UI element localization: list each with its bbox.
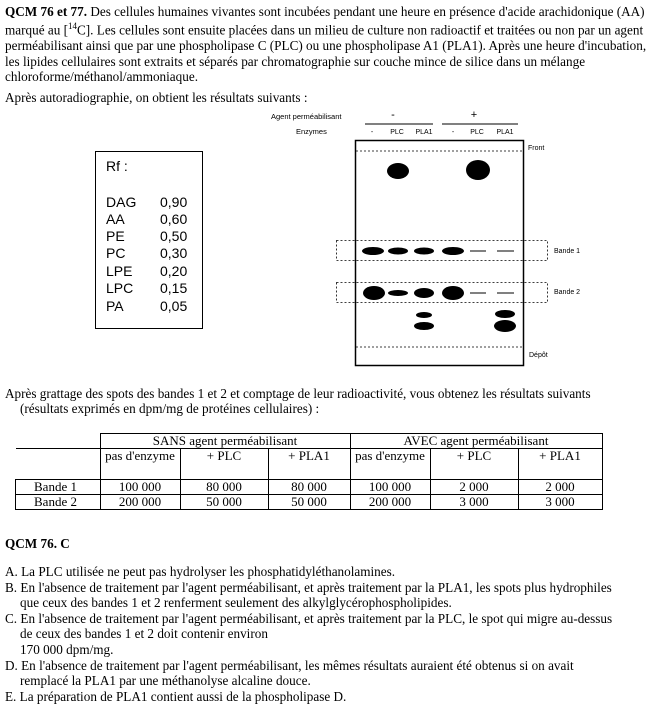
rf-lipid: LPC bbox=[106, 280, 134, 296]
subheader-cell: pas d'enzyme bbox=[350, 449, 430, 480]
rf-value: 0,20 bbox=[160, 263, 188, 279]
table-cell: 3 000 bbox=[518, 495, 602, 510]
subheader-cell: + PLA1 bbox=[518, 449, 602, 480]
lane-label: PLA1 bbox=[415, 129, 433, 136]
table-row bbox=[16, 480, 603, 495]
answer-letter: B. bbox=[5, 579, 18, 595]
rf-value: 0,30 bbox=[160, 245, 188, 261]
band2-spot bbox=[363, 286, 385, 300]
rf-value: 0,50 bbox=[160, 228, 188, 244]
row-label: Bande 2 bbox=[16, 495, 101, 510]
lane-label: - bbox=[370, 129, 374, 136]
table-cell: 80 000 bbox=[268, 480, 350, 495]
table-cell: 200 000 bbox=[100, 495, 180, 510]
rf-value: 0,60 bbox=[160, 211, 188, 227]
table-corner bbox=[16, 449, 101, 480]
rf-lipid: PE bbox=[106, 228, 125, 244]
band2-label: Bande 2 bbox=[554, 289, 581, 296]
table-cell: 100 000 bbox=[100, 480, 180, 495]
table-row bbox=[16, 495, 603, 510]
answer-b bbox=[5, 580, 651, 611]
answer-continuation: 170 000 dpm/mg. bbox=[20, 641, 114, 657]
rf-lipid: AA bbox=[106, 211, 125, 227]
table-cell: 80 000 bbox=[180, 480, 268, 495]
band1-spot bbox=[388, 248, 408, 255]
answer-c bbox=[5, 611, 651, 658]
qcm-title: QCM 76 et 77. bbox=[5, 4, 88, 19]
table-cell: 2 000 bbox=[518, 480, 602, 495]
low-spot bbox=[494, 320, 516, 332]
table-cell: 2 000 bbox=[430, 480, 518, 495]
group-sans-header: SANS agent perméabilisant bbox=[100, 434, 350, 449]
minus-sign: - bbox=[391, 109, 395, 121]
answer-letter: E. bbox=[5, 688, 17, 704]
low-spot bbox=[495, 310, 515, 318]
depot-label: Dépôt bbox=[529, 352, 548, 359]
table-subheader-row bbox=[16, 449, 603, 480]
low-spot bbox=[416, 312, 432, 318]
band1-label: Bande 1 bbox=[554, 248, 581, 255]
question-title: QCM 76. C bbox=[5, 536, 70, 551]
lane-label: PLC bbox=[470, 129, 484, 136]
front-label: Front bbox=[528, 145, 545, 152]
autoradio-line: Après autoradiographie, on obtient les résultats suivants : bbox=[5, 90, 308, 105]
rf-lipid: DAG bbox=[106, 194, 137, 210]
lane-label: - bbox=[451, 129, 455, 136]
answer-continuation: que ceux des bandes 1 et 2 renferment seulement des alkylglycérophospholipides. bbox=[20, 595, 452, 611]
subheader-cell: + PLC bbox=[430, 449, 518, 480]
answer-letter: A. bbox=[5, 564, 18, 579]
answer-d bbox=[5, 658, 651, 689]
table-corner bbox=[16, 434, 101, 449]
band2-spot bbox=[388, 290, 408, 296]
agent-label: Agent perméabilisant bbox=[271, 112, 342, 121]
table-cell: 3 000 bbox=[430, 495, 518, 510]
answers-list bbox=[5, 564, 651, 704]
dag-spot bbox=[466, 160, 490, 180]
table-cell: 200 000 bbox=[350, 495, 430, 510]
subheader-cell: pas d'enzyme bbox=[100, 449, 180, 480]
isotope-superscript: 14 bbox=[67, 21, 77, 32]
answer-text: En l'absence de traitement par l'agent perméabilisant, et après traitement par la PLC, le spot qui migre au-dessus bbox=[20, 610, 613, 626]
rf-value: 0,15 bbox=[160, 280, 188, 296]
band1-spot bbox=[442, 247, 464, 255]
rf-lipid: PC bbox=[106, 245, 126, 261]
intro-text-2: C]. Les cellules sont ensuite placées dans un milieu de culture non radioactif et traitées ou non par un agent perméabilisant ainsi que par une phospholipase C (PLC) ou une phospholipase A1 (PLA1). Après une heure d'incubation, les lipides cellulaires sont extraits et séparés par chromatographie sur couche mince de silice dans un mélange chloroforme/méthanol/ammoniaque. bbox=[5, 22, 647, 85]
answer-e bbox=[5, 689, 651, 705]
answer-text: En l'absence de traitement par l'agent perméabilisant, et après traitement par la PLA1, les spots plus hydrophiles bbox=[20, 579, 612, 595]
enzymes-label: Enzymes bbox=[296, 127, 327, 136]
answer-text: La préparation de PLA1 contient aussi de la phospholipase D. bbox=[19, 688, 347, 704]
subheader-cell: + PLA1 bbox=[268, 449, 350, 480]
answer-text: La PLC utilisée ne peut pas hydrolyser les phosphatidyléthanolamines. bbox=[21, 564, 396, 579]
grattage-line-2: (résultats exprimés en dpm/mg de protéines cellulaires) : bbox=[20, 401, 320, 417]
lane-label: PLC bbox=[390, 129, 404, 136]
band2-spot bbox=[442, 286, 464, 300]
group-avec-header: AVEC agent perméabilisant bbox=[350, 434, 602, 449]
answer-letter: D. bbox=[5, 657, 18, 673]
table-cell: 100 000 bbox=[350, 480, 430, 495]
answer-continuation: remplacé la PLA1 par une méthanolyse alcaline douce. bbox=[20, 673, 311, 689]
answer-continuation: de ceux des bandes 1 et 2 doit contenir environ bbox=[20, 626, 268, 642]
rf-value: 0,05 bbox=[160, 298, 188, 314]
intro-text-1: Des cellules humaines vivantes sont incubées pendant une heure en présence d'acide arachidonique (AA) marqué au [ bbox=[5, 4, 645, 38]
table-cell: 50 000 bbox=[268, 495, 350, 510]
row-label: Bande 1 bbox=[16, 480, 101, 495]
low-spot bbox=[414, 322, 434, 330]
answer-text: En l'absence de traitement par l'agent perméabilisant, les mêmes résultats auraient été obtenus si on avait bbox=[21, 657, 574, 673]
subheader-cell: + PLC bbox=[180, 449, 268, 480]
answer-a bbox=[5, 564, 651, 580]
answer-letter: C. bbox=[5, 610, 18, 626]
band1-spot bbox=[362, 247, 384, 255]
rf-lipid: LPE bbox=[106, 263, 133, 279]
grattage-paragraph bbox=[5, 386, 651, 417]
rf-lipid: PA bbox=[106, 298, 124, 314]
plus-sign: + bbox=[470, 109, 478, 121]
table-cell: 50 000 bbox=[180, 495, 268, 510]
results-table bbox=[15, 433, 603, 510]
band1-spot bbox=[414, 248, 434, 255]
band2-spot bbox=[414, 288, 434, 298]
lane-label: PLA1 bbox=[496, 129, 514, 136]
dag-spot bbox=[387, 163, 409, 179]
table-header-row bbox=[16, 434, 603, 449]
grattage-line-1: Après grattage des spots des bandes 1 et 2 et comptage de leur radioactivité, vous obtenez les résultats suivants bbox=[5, 386, 591, 401]
rf-title: Rf : bbox=[106, 158, 128, 174]
rf-value: 0,90 bbox=[160, 194, 188, 210]
